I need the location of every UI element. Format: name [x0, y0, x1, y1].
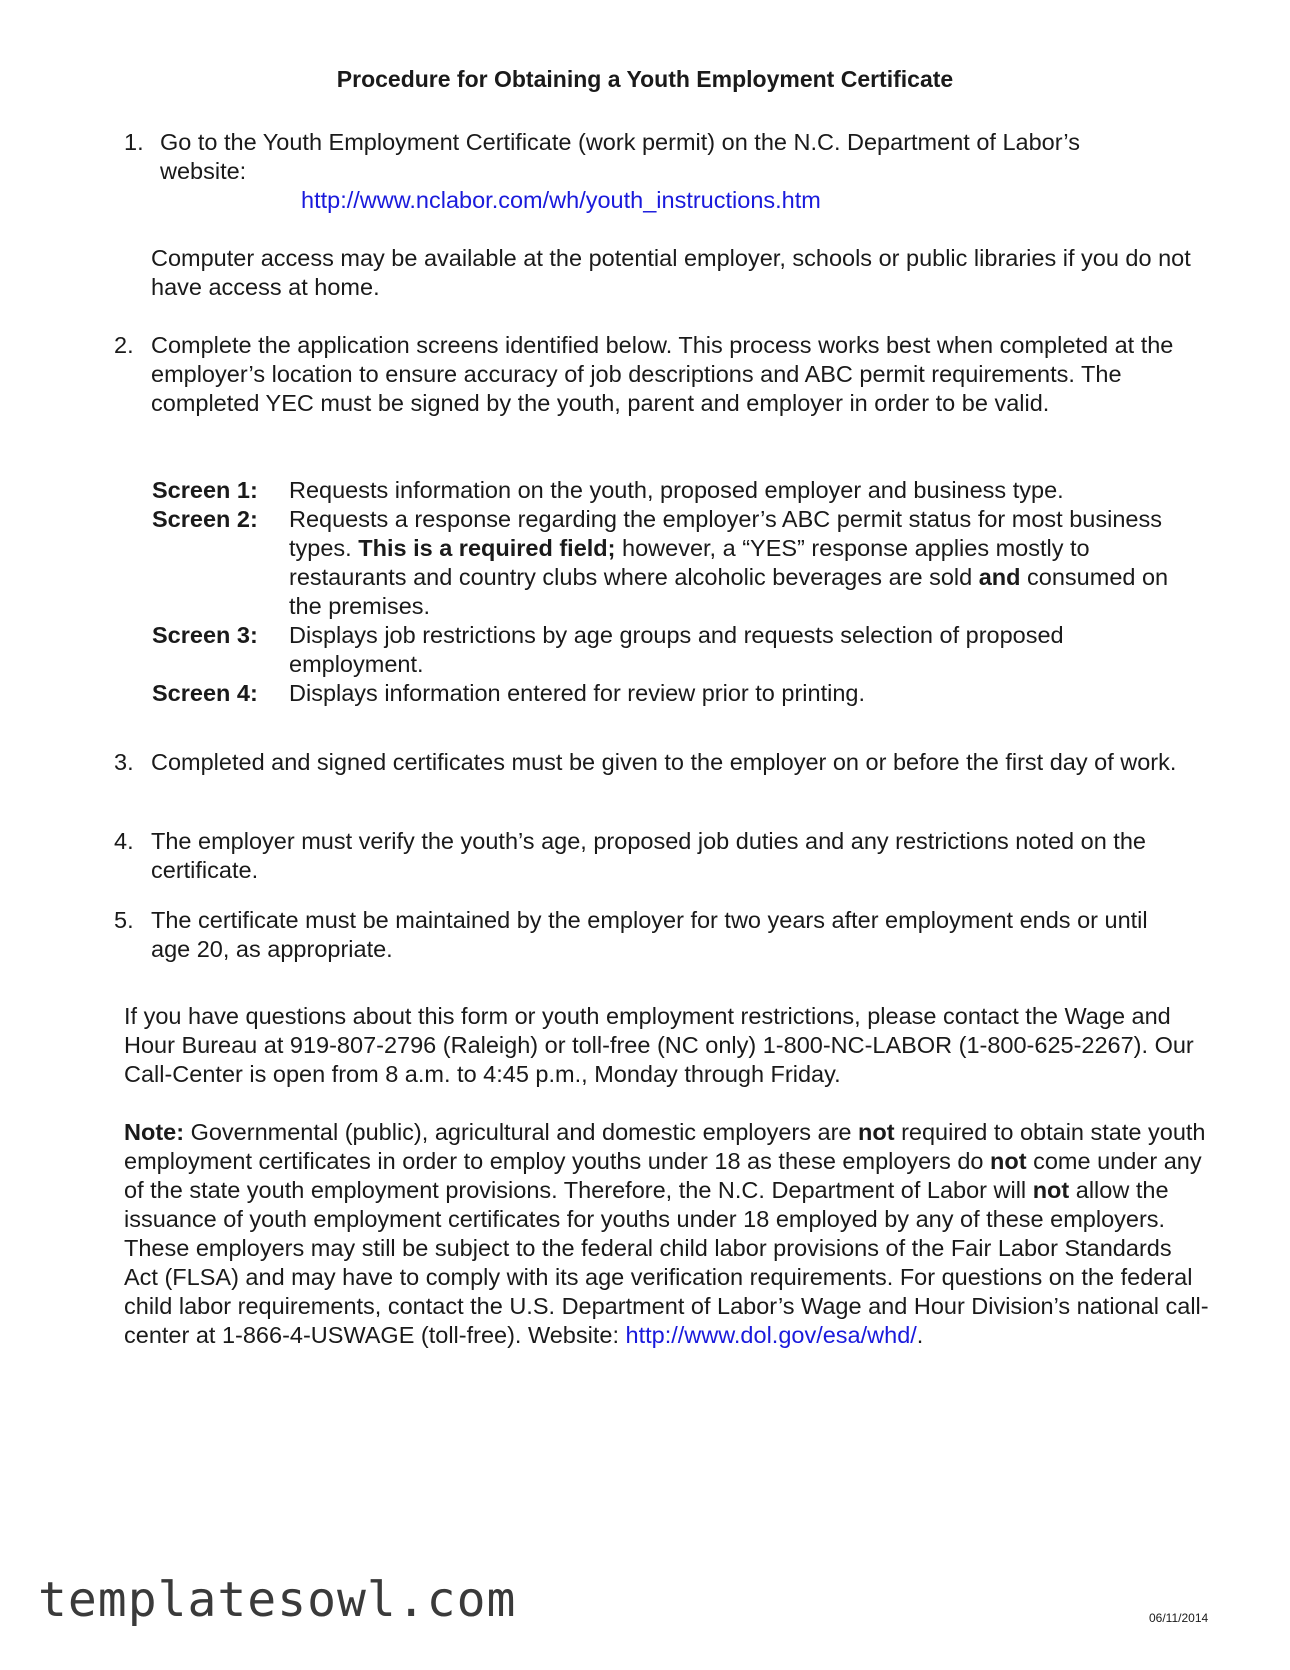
note-label: Note: — [124, 1119, 185, 1145]
step-5-number: 5. — [114, 907, 134, 933]
watermark-logo: templatesowl.com — [38, 1572, 517, 1628]
required-field-emphasis: This is a required field; — [358, 535, 616, 561]
page-title: Procedure for Obtaining a Youth Employment Certificate — [336, 66, 954, 92]
note-end: . — [916, 1322, 924, 1348]
step-3-number: 3. — [114, 749, 134, 775]
step-4-text: The employer must verify the youth’s age, proposed job duties and any restrictions noted on the certificate. — [151, 828, 1146, 883]
step-3-text: Completed and signed certificates must be given to the employer on or before the first day of work. — [151, 749, 1177, 775]
screen-4-text: Displays information entered for review prior to printing. — [289, 680, 866, 706]
screen-2-text-b: however, a “YES” response applies mostly to restaurants and country clubs where alcoholic beverages are sold — [289, 535, 1090, 590]
note-text-4: allow the issuance of youth employment certificates for youths under 18 employed by any of these employers. These employers may still be subject to the federal child labor provisions of the Fair Labor Standards Act (FLSA) and may have to comply with its age verification requirements. For questions on the federal child labor requirements, contact the U.S. Department of Labor’s Wage and Hour Division’s national call-center at 1-866-4-USWAGE (toll-free). Website: — [124, 1177, 1209, 1348]
youth-instructions-link[interactable]: http://www.nclabor.com/wh/youth_instructions.htm — [301, 187, 821, 213]
screen-1-text: Requests information on the youth, proposed employer and business type. — [289, 477, 1064, 503]
note-text-2: required to obtain state youth employment certificates in order to employ youths under 18 as these employers do — [124, 1119, 1206, 1174]
step-2-text: Complete the application screens identified below. This process works best when completed at the employer’s location to ensure accuracy of job descriptions and ABC permit requirements. The completed YEC must be signed by the youth, parent and employer in order to be valid. — [151, 332, 1174, 416]
step-2-number: 2. — [114, 332, 134, 358]
note-not-1: not — [858, 1119, 895, 1145]
step-5-text: The certificate must be maintained by the employer for two years after employment ends or until age 20, as appropriate. — [151, 907, 1148, 962]
screen-1-label: Screen 1: — [152, 477, 258, 503]
screen-2-text-a: Requests a response regarding the employer’s ABC permit status for most business types. — [289, 506, 1162, 561]
screen-3-label: Screen 3: — [152, 622, 258, 648]
screen-2-label: Screen 2: — [152, 506, 258, 532]
screen-2-text — [289, 505, 1189, 621]
step-1-note: Computer access may be available at the potential employer, schools or public libraries if you do not have access at home. — [151, 245, 1191, 300]
document-date: 06/11/2014 — [1149, 1611, 1209, 1625]
step-1-number: 1. — [124, 129, 144, 155]
contact-paragraph: If you have questions about this form or youth employment restrictions, please contact the Wage and Hour Bureau at 919-807-2796 (Raleigh) or toll-free (NC only) 1-800-NC-LABOR (1-800-625-2267). Our Call-Center is open from 8 a.m. to 4:45 p.m., Monday through Friday. — [124, 1003, 1194, 1087]
screen-3-text: Displays job restrictions by age groups and requests selection of proposed employment. — [289, 622, 1064, 677]
dol-whd-link[interactable]: http://www.dol.gov/esa/whd/ — [625, 1322, 917, 1348]
note-text-3: come under any of the state youth employment provisions. Therefore, the N.C. Department of Labor will — [124, 1148, 1202, 1203]
screen-4-label: Screen 4: — [152, 680, 258, 706]
and-emphasis: and — [978, 564, 1021, 590]
note-paragraph — [124, 1118, 1210, 1350]
screen-2-text-c: consumed on the premises. — [289, 564, 1169, 619]
step-4-number: 4. — [114, 828, 134, 854]
step-1-text: Go to the Youth Employment Certificate (work permit) on the N.C. Department of Labor’s website: — [160, 129, 1080, 184]
note-not-2: not — [990, 1148, 1027, 1174]
note-not-3: not — [1032, 1177, 1070, 1203]
note-text-1: Governmental (public), agricultural and domestic employers are — [184, 1119, 859, 1145]
